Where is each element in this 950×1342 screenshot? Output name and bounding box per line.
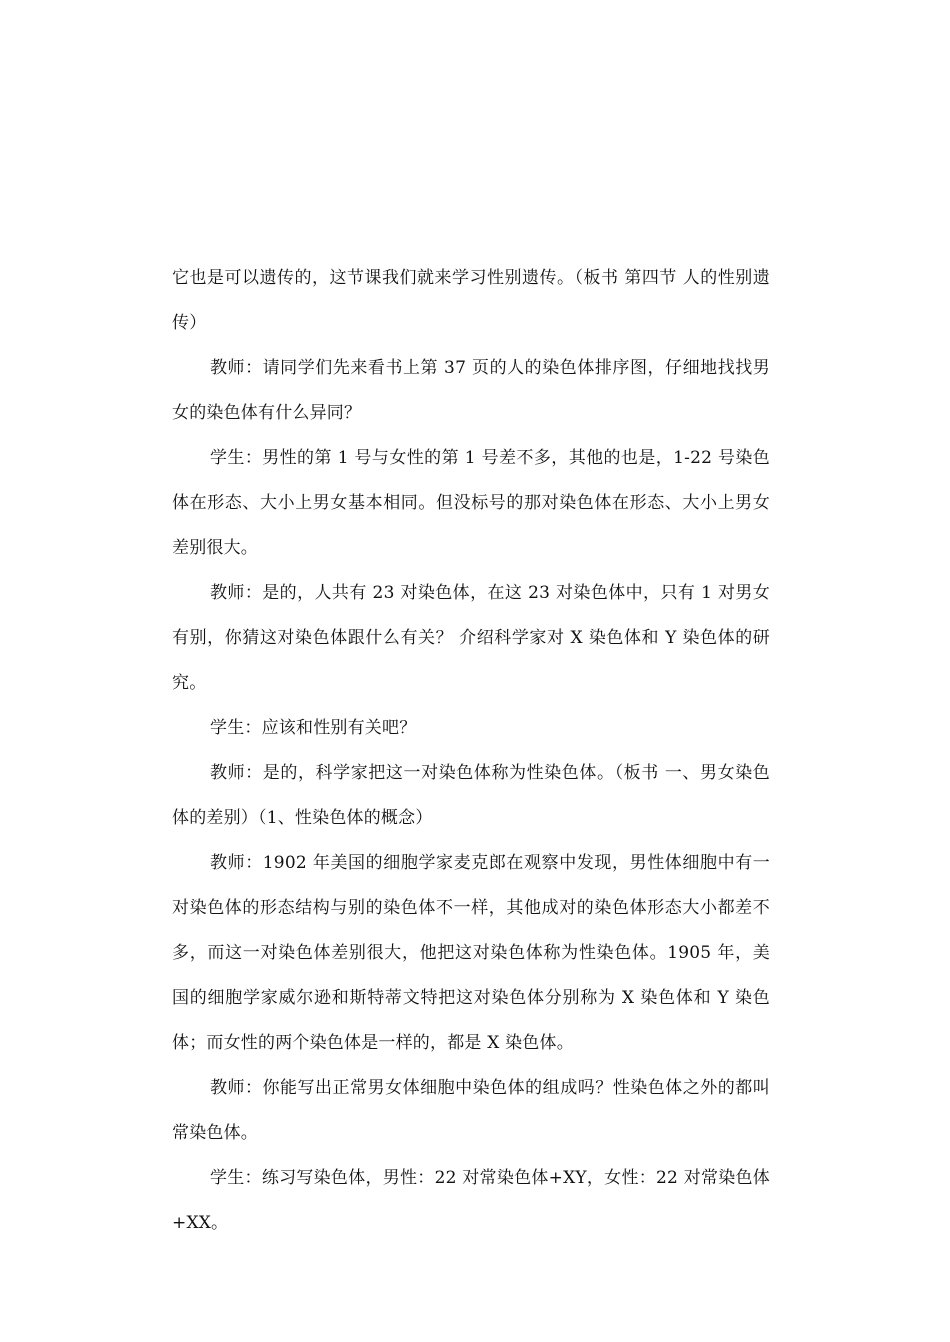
paragraph-student-answer: 学生：男性的第 1 号与女性的第 1 号差不多，其他的也是，1-22 号染色体在形态、大小上男女基本相同。但没标号的那对染色体在形态、大小上男女差别很大。: [172, 448, 770, 558]
paragraph-student-exercise: 学生：练习写染色体，男性：22 对常染色体+XY，女性：22 对常染色体+XX。: [172, 1168, 770, 1233]
paragraph-teacher-explanation: 教师：是的，人共有 23 对染色体，在这 23 对染色体中，只有 1 对男女有别，你猜这对染色体跟什么有关？ 介绍科学家对 X 染色体和 Y 染色体的研究。: [172, 583, 770, 693]
paragraph-intro: 它也是可以遗传的，这节课我们就来学习性别遗传。（板书 第四节 人的性别遗传）: [172, 268, 770, 333]
document-body: [172, 256, 770, 1246]
paragraph-teacher-exercise: 教师：你能写出正常男女体细胞中染色体的组成吗？性染色体之外的都叫常染色体。: [172, 1078, 770, 1143]
paragraph-student-guess: 学生：应该和性别有关吧？: [210, 718, 417, 738]
paragraph-teacher-history: 教师：1902 年美国的细胞学家麦克郎在观察中发现，男性体细胞中有一对染色体的形态结构与别的染色体不一样，其他成对的染色体形态大小都差不多，而这一对染色体差别很大，他把这对染色体称为性染色体。1905 年，美国的细胞学家威尔逊和斯特蒂文特把这对染色体分别称为 X 染色体和 Y 染色体；而女性的两个染色体是一样的，都是 X 染色体。: [172, 853, 770, 1053]
paragraph-teacher-definition: 教师：是的，科学家把这一对染色体称为性染色体。（板书 一、男女染色体的差别）（1、性染色体的概念）: [172, 763, 770, 828]
paragraph-teacher-question: 教师：请同学们先来看书上第 37 页的人的染色体排序图，仔细地找找男女的染色体有什么异同？: [172, 358, 770, 423]
